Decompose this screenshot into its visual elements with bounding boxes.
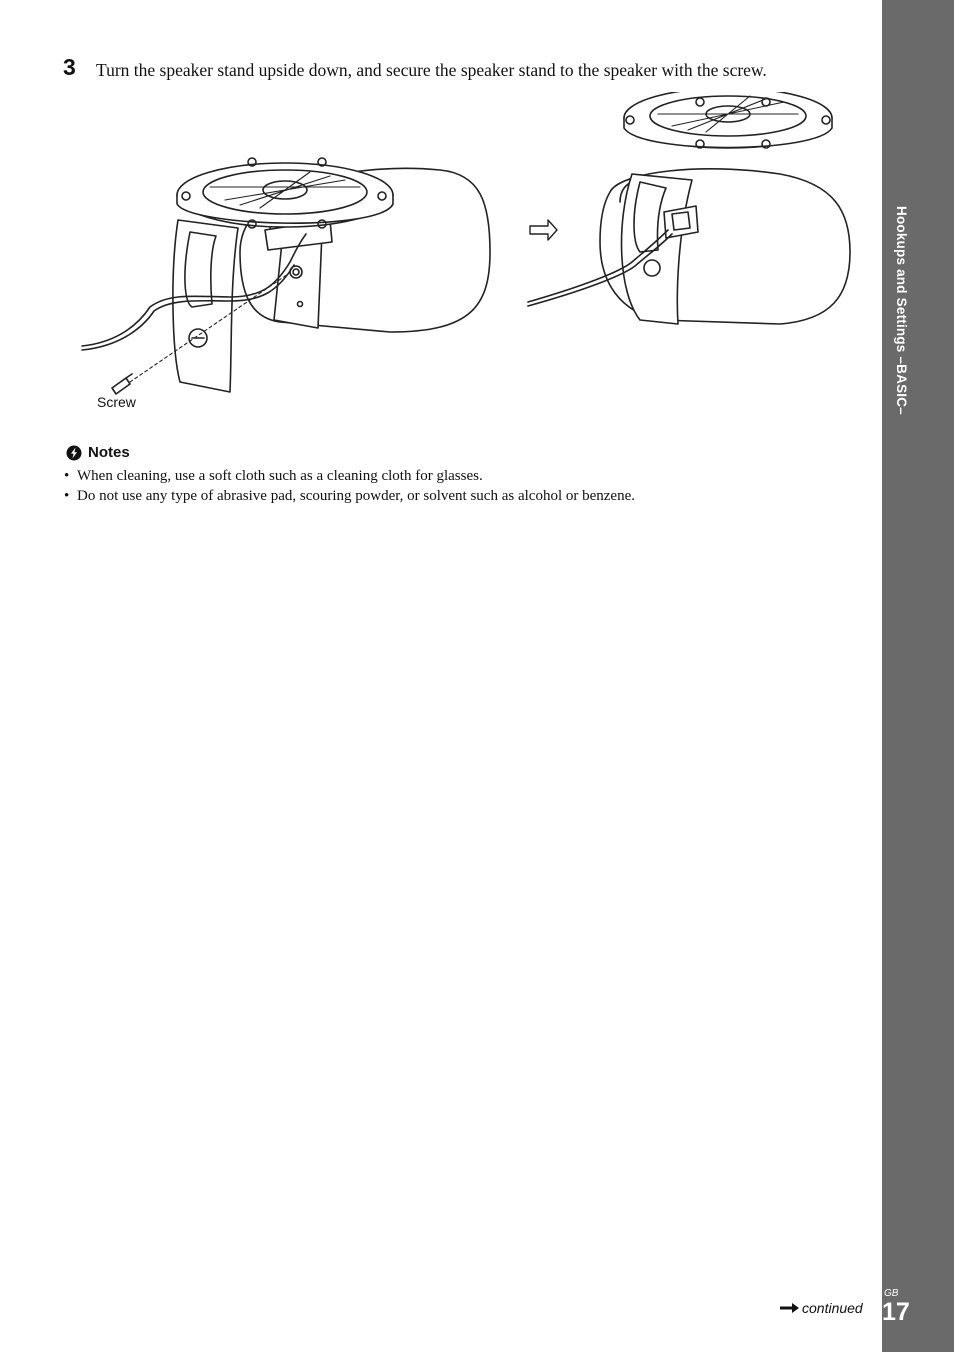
- note-text: When cleaning, use a soft cloth such as a cleaning cloth for glasses.: [77, 468, 483, 484]
- left-speaker-drawing: [82, 158, 490, 394]
- page-number: 17: [882, 1298, 910, 1326]
- arrow-right-icon: [530, 220, 557, 240]
- right-speaker-drawing: [528, 92, 850, 324]
- continued-text: continued: [802, 1300, 863, 1316]
- arrow-right-icon: [780, 1302, 800, 1314]
- section-tab-label: Hookups and Settings –BASIC–: [894, 206, 909, 415]
- notes-heading: [66, 444, 130, 461]
- screw-label: Screw: [97, 394, 136, 410]
- notes-list: [64, 466, 635, 506]
- step-number: 3: [63, 54, 76, 80]
- list-item: • When cleaning, use a soft cloth such as a cleaning cloth for glasses.: [64, 468, 483, 484]
- step-instruction: Turn the speaker stand upside down, and secure the speaker stand to the speaker with the screw.: [96, 60, 767, 80]
- notes-title: Notes: [88, 444, 130, 461]
- speaker-stand-illustration: [60, 92, 870, 422]
- region-code: GB: [884, 1288, 899, 1299]
- list-item: • Do not use any type of abrasive pad, scouring powder, or solvent such as alcohol or benzene.: [64, 488, 635, 504]
- notes-warning-icon: [66, 445, 82, 461]
- note-text: Do not use any type of abrasive pad, scouring powder, or solvent such as alcohol or benzene.: [77, 488, 635, 504]
- continued-indicator: [780, 1300, 863, 1316]
- side-tab: [882, 0, 954, 1352]
